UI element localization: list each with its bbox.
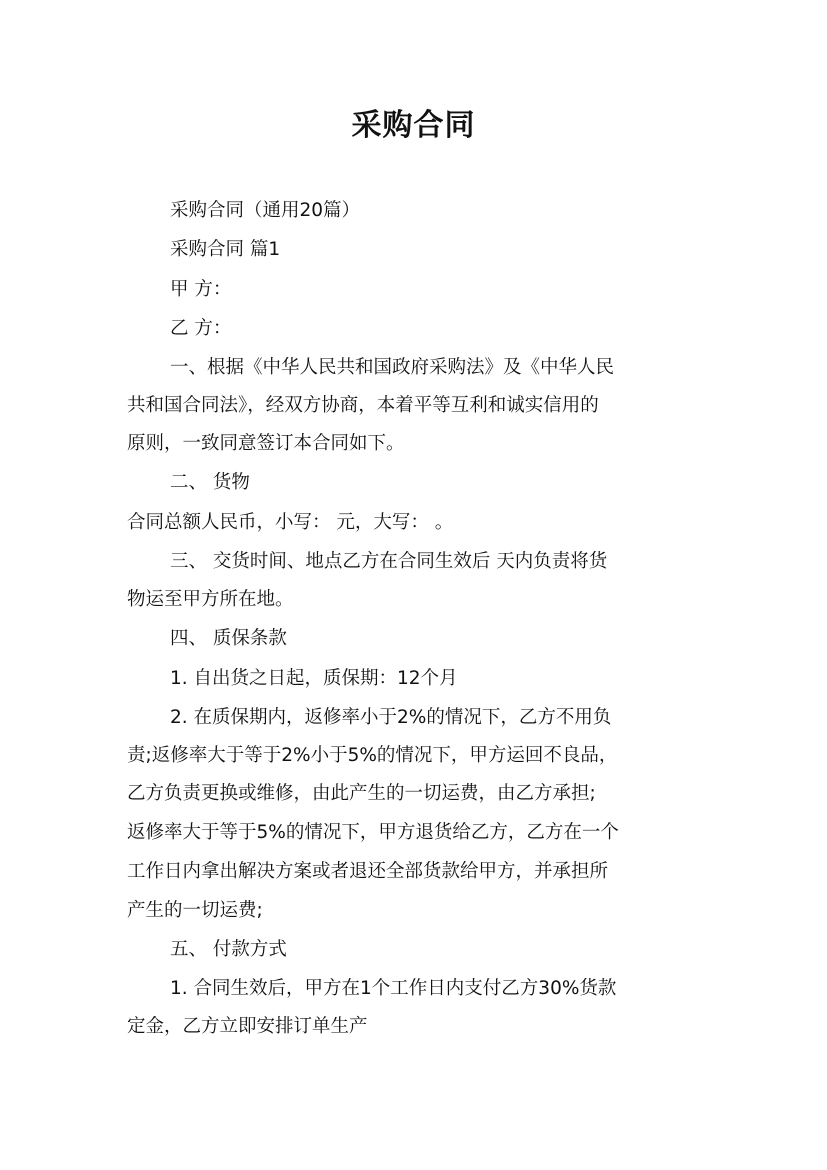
paragraph-line: 采购合同（通用20篇） [170, 200, 361, 221]
paragraph-line: 责;返修率大于等于2%小于5%的情况下，甲方运回不良品， [127, 745, 618, 766]
paragraph-line: 乙方负责更换或维修，由此产生的一切运费，由乙方承担; [127, 783, 596, 804]
paragraph-line: 物运至甲方所在地。 [127, 589, 294, 610]
document-title: 采购合同 [351, 108, 476, 143]
paragraph-line: 返修率大于等于5%的情况下，甲方退货给乙方，乙方在一个 [127, 822, 619, 843]
paragraph-line: 合同总额人民币，小写： 元，大写： 。 [127, 512, 454, 533]
paragraph-line: 2. 在质保期内，返修率小于2%的情况下，乙方不用负 [170, 707, 612, 728]
paragraph-line: 甲 方： [170, 279, 232, 300]
paragraph-line: 乙 方： [170, 318, 232, 339]
paragraph-line: 二、 货物 [170, 472, 250, 493]
paragraph-line: 采购合同 篇1 [170, 239, 281, 260]
paragraph-line: 五、 付款方式 [170, 939, 287, 960]
paragraph-line: 1. 自出货之日起，质保期：12个月 [170, 668, 458, 689]
paragraph-line: 三、 交货时间、地点乙方在合同生效后 天内负责将货 [170, 551, 608, 572]
paragraph-line: 四、 质保条款 [170, 628, 287, 649]
paragraph-line: 工作日内拿出解决方案或者退还全部货款给甲方，并承担所 [127, 861, 609, 882]
paragraph-line: 产生的一切运费; [127, 900, 263, 921]
paragraph-line: 1. 合同生效后，甲方在1个工作日内支付乙方30%货款 [170, 978, 617, 999]
paragraph-line: 定金，乙方立即安排订单生产 [127, 1016, 368, 1037]
paragraph-line: 共和国合同法》，经双方协商，本着平等互利和诚实信用的 [127, 395, 599, 416]
paragraph-line: 一、根据《中华人民共和国政府采购法》及《中华人民 [170, 357, 615, 378]
paragraph-line: 原则，一致同意签订本合同如下。 [127, 433, 405, 454]
